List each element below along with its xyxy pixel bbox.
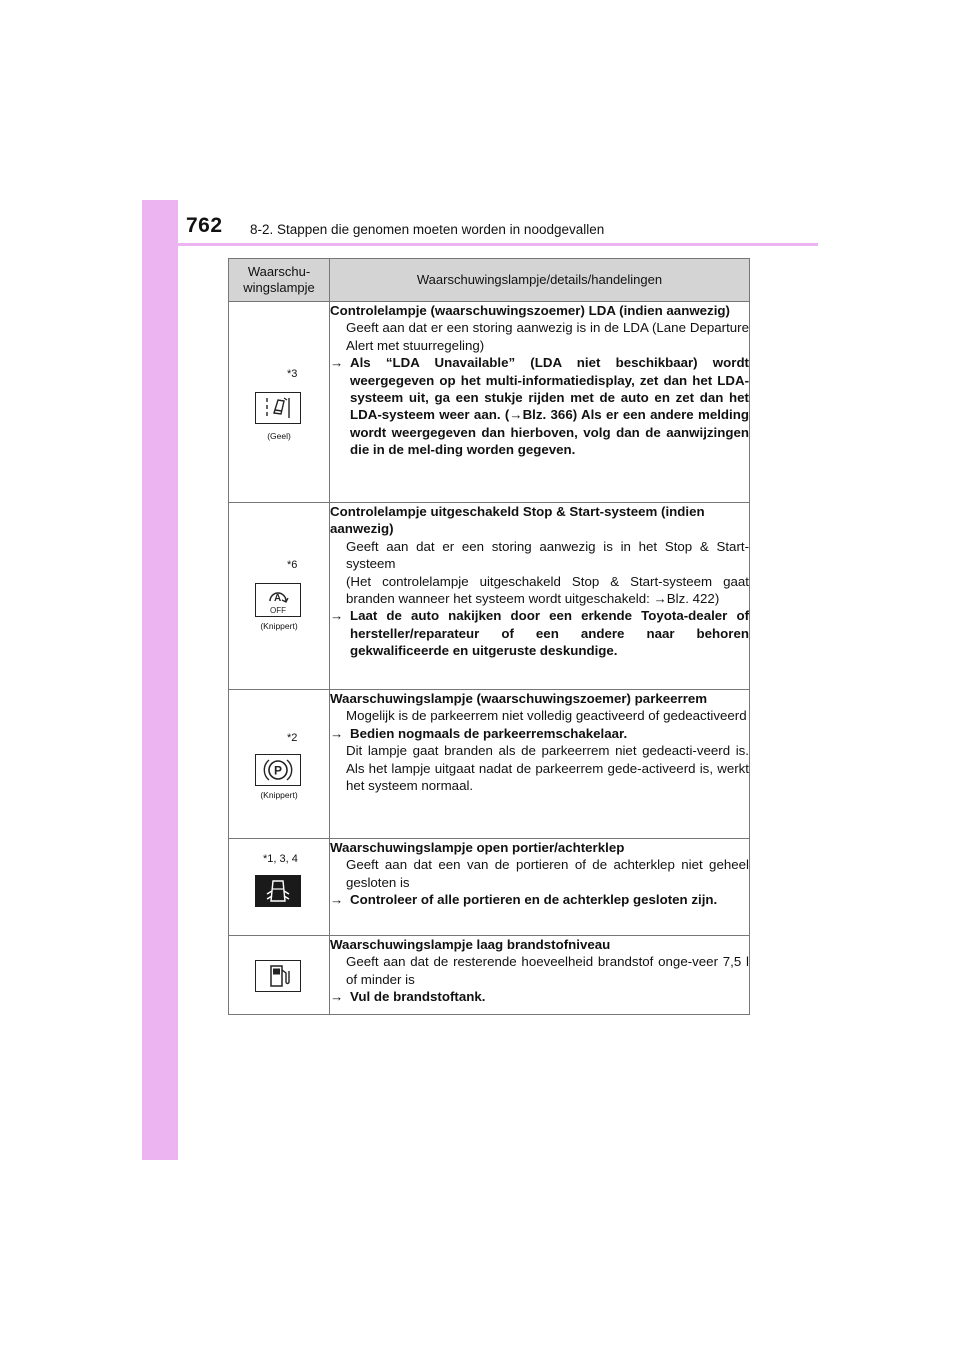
table-row — [229, 690, 750, 839]
row-title: Waarschuwingslampje laag brandstofniveau — [330, 937, 611, 952]
row-action: → Vul de brandstoftank. — [330, 989, 486, 1005]
row-action: → Bedien nogmaals de parkeerremschakelaar. — [330, 725, 628, 741]
footnote-mark: *1, 3, 4 — [263, 853, 298, 865]
row-description: Geeft aan dat er een storing aanwezig is in het Stop & Start-systeem — [346, 538, 749, 572]
door-open-icon — [255, 875, 301, 907]
table-row — [229, 503, 750, 690]
lamp-state-label: (Knippert) — [260, 621, 298, 631]
section-title: 8-2. Stappen die genomen moeten worden in noodgevallen — [250, 222, 605, 237]
row-action: → Laat de auto nakijken door een erkende Toyota-dealer of hersteller/reparateur of een andere naar behoren gekwalificeerde en uitgeruste deskundige. — [330, 608, 749, 659]
svg-text:P: P — [273, 763, 283, 778]
side-tab-band — [142, 200, 178, 1160]
stop-start-off-icon — [255, 583, 301, 617]
footnote-mark: *2 — [287, 732, 298, 744]
footnote-mark: *6 — [287, 559, 298, 571]
row-description: Mogelijk is de parkeerrem niet volledig geactiveerd of gedeactiveerd — [346, 708, 747, 724]
row-action: → Als “LDA Unavailable” (LDA niet beschikbaar) wordt weergegeven op het multi-informatiedisplay, zet dan het LDA-systeem uit, ga een stukje rijden met de auto en zet dan het LDA-systeem weer aan. (→Blz. 366) Als er een andere melding wordt weergegeven dan hierboven, volg dan de aanwijzingen die in de mel-ding worden gegeven. — [330, 355, 749, 458]
row-description-extra: Dit lampje gaat branden als de parkeerrem niet gedeacti-veerd is. Als het lampje uitgaat nadat de parkeerrem gede-activeerd is, werkt het systeem normaal. — [346, 743, 749, 794]
row-title: Controlelampje uitgeschakeld Stop & Start-systeem (indien aanwezig) — [330, 504, 705, 537]
row-title: Waarschuwingslampje (waarschuwingszoemer) parkeerrem — [330, 691, 708, 706]
table-header-row — [229, 259, 750, 302]
row-description: Geeft aan dat er een storing aanwezig is in de LDA (Lane Departure Alert met stuurregeling) — [346, 320, 749, 353]
row-title: Controlelampje (waarschuwingszoemer) LDA (indien aanwezig) — [330, 303, 730, 318]
lane-departure-icon — [255, 392, 301, 424]
row-title: Waarschuwingslampje open portier/achterklep — [330, 840, 625, 855]
column-header-lamp: Waarschu- wingslampje — [229, 259, 330, 302]
svg-text:OFF: OFF — [270, 606, 286, 615]
row-description: Geeft aan dat een van de portieren of de achterklep niet geheel gesloten is — [346, 857, 749, 890]
page-number: 762 — [186, 214, 223, 237]
table-row — [229, 302, 750, 503]
parking-brake-icon — [255, 754, 301, 786]
column-header-details: Waarschuwingslampje/details/handelingen — [330, 259, 750, 302]
fuel-icon — [255, 960, 301, 992]
row-action: → Controleer of alle portieren en de achterklep gesloten zijn. — [330, 892, 718, 908]
header-rule — [142, 243, 818, 246]
table-row — [229, 839, 750, 936]
svg-text:A: A — [274, 593, 282, 604]
lamp-state-label: (Knippert) — [260, 790, 298, 800]
footnote-mark: *3 — [287, 368, 298, 380]
row-description: Geeft aan dat de resterende hoeveelheid brandstof onge-veer 7,5 l of minder is — [346, 954, 749, 987]
table-row — [229, 936, 750, 1015]
row-description-extra: (Het controlelampje uitgeschakeld Stop & Start-systeem gaat branden wanneer het systeem wordt uitgeschakeld: →Blz. 422) — [346, 573, 749, 607]
lamp-state-label: (Geel) — [267, 431, 291, 441]
warning-lights-table — [228, 258, 750, 1015]
